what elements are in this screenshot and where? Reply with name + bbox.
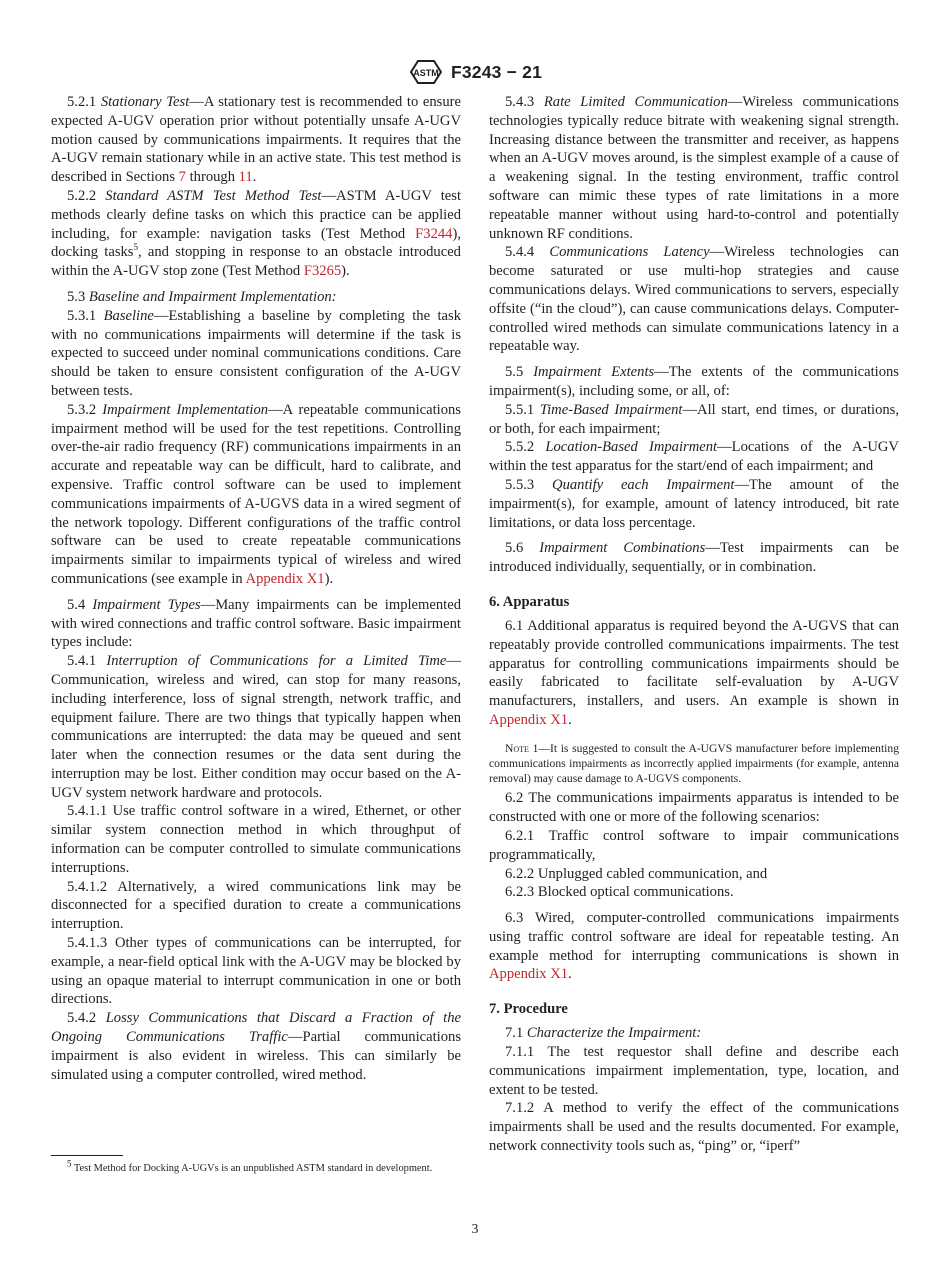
appendix-x1-link[interactable]: Appendix X1: [245, 570, 325, 587]
section-5-5: 5.5 Impairment Extents—The extents of the communications impairment(s), including some, or all, of:: [489, 364, 899, 399]
section-5-4-1-1: 5.4.1.1 Use traffic control software in a wired, Ethernet, or other similar system connection method in which throughput of information can be computer controlled to simulate communications interruptions.: [51, 803, 462, 876]
svg-text:ASTM: ASTM: [413, 68, 439, 78]
f3265-link[interactable]: F3265: [303, 263, 342, 280]
section-5-3: 5.3 Baseline and Impairment Implementation:: [67, 288, 337, 305]
section-5-4-4: 5.4.4 Communications Latency—Wireless technologies can become saturated or use multi-hop strategies and cause communications delays. Wired communications to servers, especially offsite (“in the cloud”), can cause communications delays. Computer-controlled wired methods can simulate communications latency in a repeatable way.: [489, 244, 899, 355]
section-5-4-1: 5.4.1 Interruption of Communications for a Limited Time—Communication, wireless and wired, can stop for many reasons, including interference, loss of signal strength, network traffic, and equipment failure. There are two things that typically happen when communications are interrupted: the data may be queued and sent later when the connection resumes or the data sent during the interruption may be lost. Either condition may occur based on the A-UGV system network hardware and protocols.: [51, 653, 461, 801]
astm-logo-icon: [408, 58, 444, 86]
section-7-1-2: 7.1.2 A method to verify the effect of the communications impairments shall be used and the results documented. For example, network connectivity tools such as, “ping” or, “iperf”: [489, 1100, 900, 1155]
note-1: Note 1—It is suggested to consult the A-UGVS manufacturer before implementing communications impairments as incorrectly applied impairments (for example, antenna removal) may cause damage to A-UGVS components.: [489, 741, 899, 786]
appendix-x1-link[interactable]: Appendix X1: [489, 711, 569, 728]
section-5-2-1: 5.2.1 Stationary Test—A stationary test is recommended to ensure expected A-UGV operation prior without potentially unsafe A-UGV motion caused by communications impairments. It requires that the A-UGV remain stationary while in an active state. This test method is described in Sections 7 through 11.: [51, 94, 461, 186]
section-7-1-1: 7.1.1 The test requestor shall define and describe each communications impairment implementation, type, location, and extent to be tested.: [489, 1044, 899, 1098]
section-5-4-1-2: 5.4.1.2 Alternatively, a wired communications link may be disconnected for a specified duration to create a communications interruption.: [51, 878, 462, 933]
heading-procedure: 7. Procedure: [489, 1001, 568, 1018]
page-header: [0, 58, 950, 86]
document-id: F3243 − 21: [450, 61, 543, 82]
footnote: $^5$ Test Method for Docking A-UGVs is an unpublished ASTM standard in development.: [67, 1158, 433, 1174]
left-column: [51, 93, 461, 1084]
right-column: [489, 93, 899, 1156]
section-5-2-2: 5.2.2 Standard ASTM Test Method Test—ASTM A-UGV test methods clearly define tasks on which this practice can be applied including, for example: navigation tasks (Test Method F3244), docking tasks$^5$, and stopping in response to an obstacle introduced within the A-UGV stop zone (Test Method F3265).: [51, 187, 462, 280]
section-11-link[interactable]: 11: [238, 169, 253, 186]
section-6-2-3: 6.2.3 Blocked optical communications.: [505, 884, 734, 901]
f3244-link[interactable]: F3244: [415, 225, 453, 242]
heading-apparatus: 6. Apparatus: [489, 593, 570, 610]
section-7-1: 7.1 Characterize the Impairment:: [505, 1025, 702, 1042]
section-5-4: 5.4 Impairment Types—Many impairments can be implemented with wired connections and traffic control software. Basic impairment types include:: [51, 596, 461, 651]
section-5-5-1: 5.5.1 Time-Based Impairment—All start, end times, or durations, or both, for each impairment;: [489, 401, 899, 437]
section-6-3: 6.3 Wired, computer-controlled communications impairments using traffic control software are ideal for repeatable testing. An example method for interrupting communications is shown in Appendix X1.: [489, 910, 899, 983]
section-5-3-2: 5.3.2 Impairment Implementation—A repeatable communications impairment method will be used for the test repetitions. Controlling over-the-air radio frequency (RF) communications impairments in an accurate and repeatable way can be difficult, hard to calibrate, and expensive. Traffic control software can be used to implement communications impairments of A-UGVS data in a wired segment of the network topology. Different configurations of the traffic control software can be used to create repeatable communications impairments similar to impairments typical of wireless and wired communications (see example in Appendix X1).: [51, 401, 461, 587]
section-7-link[interactable]: 7: [178, 169, 186, 186]
section-5-5-3: 5.5.3 Quantify each Impairment—The amount of the impairment(s), for example, amount of latency introduced, bit rate limitations, or data loss percentage.: [489, 476, 899, 531]
section-5-4-2: 5.4.2 Lossy Communications that Discard a Fraction of the Ongoing Communications Traffic—Partial communications impairment is also evident in wireless. This can similarly be simulated using a computer controlled, wired method.: [51, 1010, 462, 1083]
appendix-x1-link[interactable]: Appendix X1: [489, 966, 569, 983]
section-5-4-3: 5.4.3 Rate Limited Communication—Wireless communications technologies typically reduce bitrate with weakening signal strength. Increasing distance between the transmitter and receiver, as happens when an A-UGV moves around, is the simplest example of a cause of a weakening signal. In the testing environment, traffic control software can mimic these types of rate limitations in a more repeatable manner without using hard-to-control and potentially unknown RF conditions.: [489, 94, 899, 242]
section-5-5-2: 5.5.2 Location-Based Impairment—Locations of the A-UGV within the test apparatus for the start/end of each impairment; and: [489, 439, 899, 475]
footnote-marker: 5: [133, 242, 138, 253]
section-6-2: 6.2 The communications impairments apparatus is intended to be constructed with one or more of the following scenarios:: [489, 790, 899, 826]
footnote-divider: [51, 1155, 123, 1156]
section-6-2-1: 6.2.1 Traffic control software to impair communications programmatically,: [489, 827, 899, 863]
page-number: 3: [471, 1221, 479, 1236]
section-5-6: 5.6 Impairment Combinations—Test impairments can be introduced individually, sequentially, or in combination.: [489, 540, 899, 576]
section-6-1: 6.1 Additional apparatus is required beyond the A-UGVS that can repeatably provide controlled communications impairments. The test apparatus for controlling communications impairments should be easily fabricated to facilitate self-evaluation by A-UGV manufacturers, installers, and users. An example is shown in Appendix X1.: [489, 617, 900, 728]
section-5-4-1-3: 5.4.1.3 Other types of communications can be interrupted, for example, a near-field optical link with the A-UGV may be blocked by using an opaque material to interrupt communication in one or both directions.: [51, 935, 461, 1008]
section-5-3-1: 5.3.1 Baseline—Establishing a baseline by completing the task with no communications impairments will determine if the task is expected to succeed under nominal communications conditions. Care should be taken to ensure consistent configuration of the A-UGV between tests.: [51, 307, 461, 399]
section-6-2-2: 6.2.2 Unplugged cabled communication, and: [505, 865, 768, 882]
